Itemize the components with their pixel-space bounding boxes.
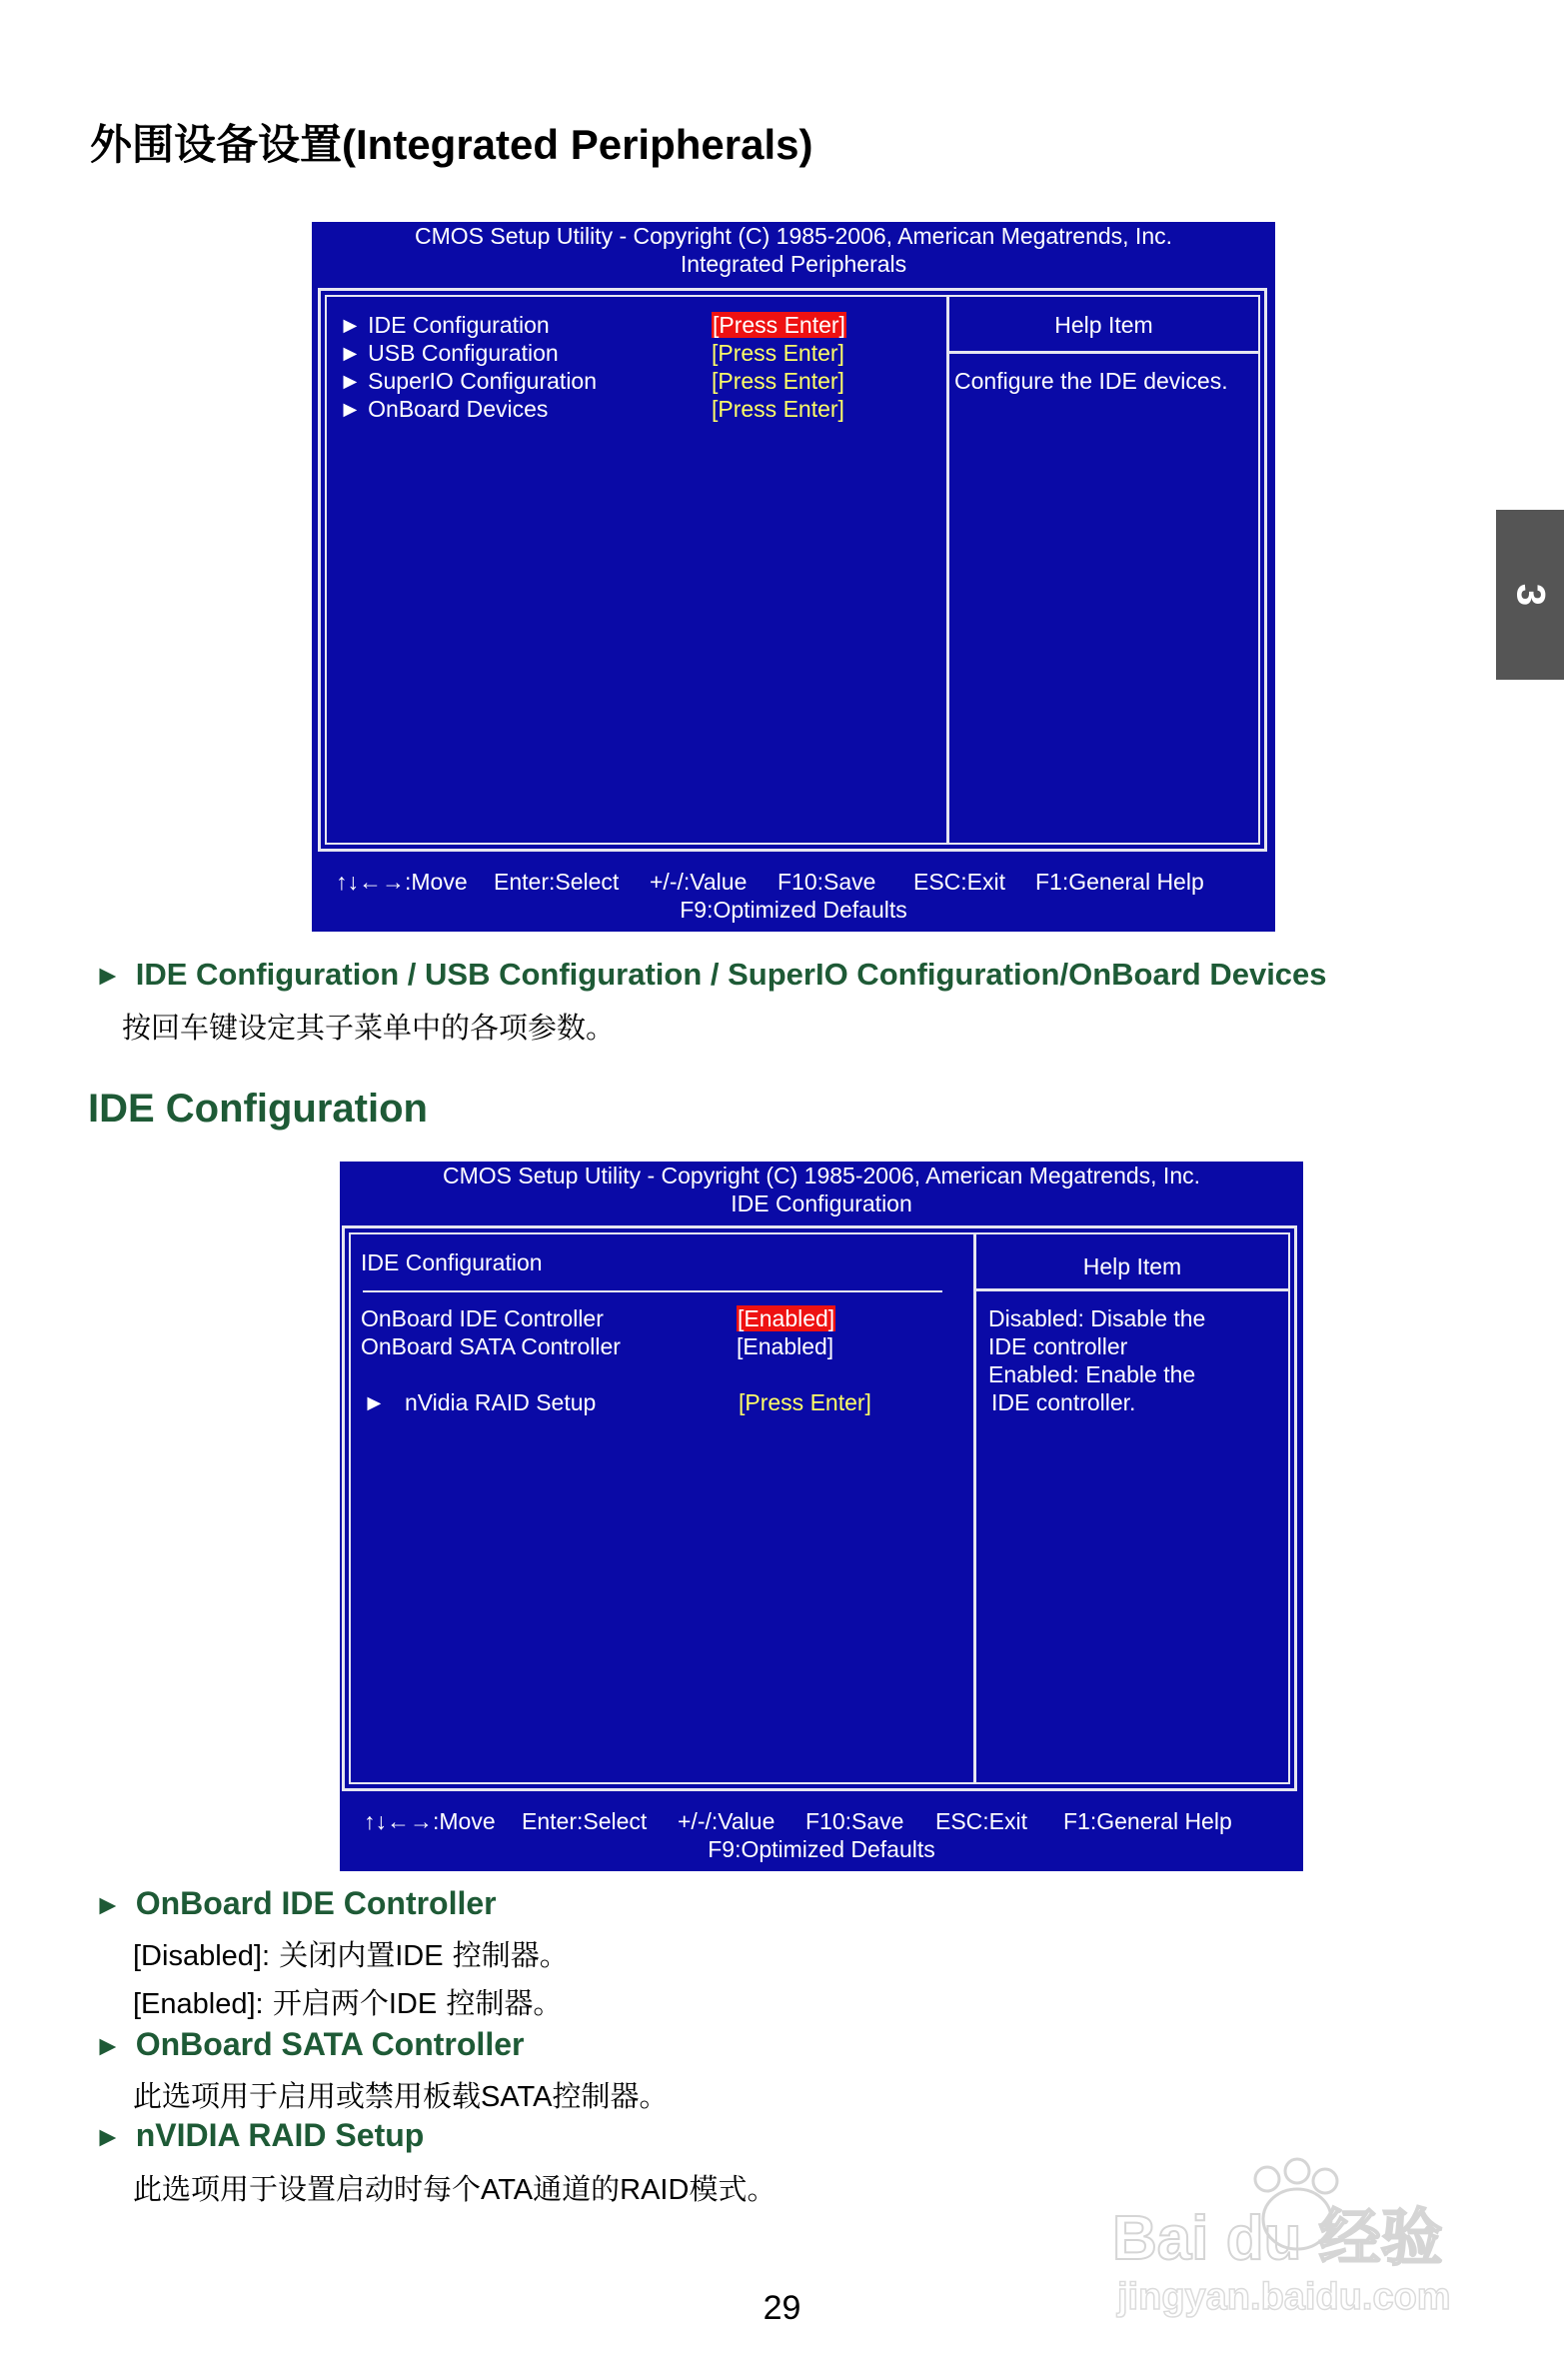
menu-item-label: USB Configuration bbox=[368, 340, 559, 366]
menu-item-onboard-ide-controller[interactable]: OnBoard IDE Controller bbox=[361, 1305, 604, 1331]
desc-text: 控制器。 bbox=[437, 1986, 563, 2020]
footer-save: F10:Save bbox=[805, 1808, 904, 1834]
bios-header-copyright: CMOS Setup Utility - Copyright (C) 1985-2006, American Megatrends, Inc. bbox=[442, 1163, 1201, 1189]
footer-select: Enter:Select bbox=[494, 869, 620, 895]
bios-inner-frame bbox=[325, 295, 1260, 845]
menu-value-onboard[interactable]: [Press Enter] bbox=[712, 396, 844, 422]
footer-select: Enter:Select bbox=[522, 1808, 648, 1834]
desc-text: 关闭内置 bbox=[270, 1938, 396, 1972]
help-title-divider bbox=[949, 351, 1258, 354]
option-title-text: nVIDIA RAID Setup bbox=[135, 2117, 425, 2153]
page-title bbox=[90, 112, 812, 172]
option-ide-enabled-desc bbox=[133, 1981, 562, 2022]
page-title-en: (Integrated Peripherals) bbox=[342, 121, 813, 168]
help-item-title: Help Item bbox=[1054, 312, 1153, 338]
footer-exit: ESC:Exit bbox=[935, 1808, 1028, 1834]
desc-text: IDE bbox=[395, 1940, 444, 1972]
bios-header-title: IDE Configuration bbox=[731, 1190, 912, 1216]
desc-text: 控制器。 bbox=[552, 2079, 669, 2113]
bios-header-copyright: CMOS Setup Utility - Copyright (C) 1985-2006, American Megatrends, Inc. bbox=[414, 223, 1173, 249]
footer-general-help: F1:General Help bbox=[1035, 869, 1204, 895]
desc-text: 控制器。 bbox=[443, 1938, 569, 1972]
help-title-divider bbox=[976, 1288, 1288, 1291]
option-tag: [Enabled]: bbox=[133, 1988, 264, 2020]
menu-item-onboard-sata-controller[interactable]: OnBoard SATA Controller bbox=[361, 1333, 621, 1359]
footer-move: ↑↓←→:Move bbox=[364, 1808, 496, 1834]
menu-value-raid-setup[interactable]: [Press Enter] bbox=[739, 1389, 871, 1415]
help-item-title: Help Item bbox=[1082, 1253, 1182, 1279]
option-tag: [Disabled]: bbox=[133, 1940, 271, 1972]
bullet-arrow-icon: ► bbox=[94, 2030, 122, 2061]
option-onboard-sata-title bbox=[94, 2026, 524, 2063]
footer-value: +/-/:Value bbox=[678, 1808, 776, 1834]
menu-value-ide[interactable] bbox=[712, 311, 846, 339]
menu-item-usb-configuration[interactable]: ► USB Configuration bbox=[339, 340, 559, 366]
desc-text: 此选项用于设置启动时每个 bbox=[133, 2172, 482, 2206]
section-ide-configuration-title: IDE Configuration bbox=[88, 1087, 428, 1131]
desc-text: IDE bbox=[388, 1988, 438, 2020]
desc-text: 此选项用于启用或禁用板载 bbox=[133, 2079, 482, 2113]
option-title-text: OnBoard SATA Controller bbox=[135, 2026, 525, 2062]
option-onboard-ide-title bbox=[94, 1885, 497, 1922]
selected-value[interactable]: [Press Enter] bbox=[713, 312, 845, 338]
menu-value-usb[interactable]: [Press Enter] bbox=[712, 340, 844, 366]
bios-panel-divider bbox=[973, 1234, 976, 1782]
section-title-text: IDE Configuration / USB Configuration / SuperIO Configuration/OnBoard Devices bbox=[135, 957, 1327, 992]
help-item-text: Configure the IDE devices. bbox=[954, 368, 1228, 394]
menu-value-sata-controller[interactable]: [Enabled] bbox=[737, 1333, 834, 1359]
selected-value[interactable]: [Enabled] bbox=[738, 1305, 835, 1331]
footer-exit: ESC:Exit bbox=[913, 869, 1006, 895]
menu-item-label: IDE Configuration bbox=[368, 312, 550, 338]
bios-screen-ide-configuration bbox=[340, 1162, 1303, 1871]
bios-screen-integrated-peripherals bbox=[312, 222, 1275, 932]
option-sata-desc bbox=[133, 2074, 668, 2115]
option-title-text: OnBoard IDE Controller bbox=[135, 1885, 497, 1921]
section-submenus-desc: 按回车键设定其子菜单中的各项参数。 bbox=[122, 1011, 616, 1045]
menu-value-superio[interactable]: [Press Enter] bbox=[712, 368, 844, 394]
footer-move: ↑↓←→:Move bbox=[336, 869, 468, 895]
option-nvidia-raid-title bbox=[94, 2117, 424, 2154]
menu-item-onboard-devices[interactable]: ► OnBoard Devices bbox=[339, 396, 549, 422]
desc-text: 通道的 bbox=[533, 2172, 621, 2206]
chapter-number: 3 bbox=[1508, 583, 1553, 607]
menu-item-label: OnBoard Devices bbox=[368, 396, 549, 422]
menu-value-ide-controller[interactable] bbox=[737, 1304, 835, 1332]
desc-text: 模式。 bbox=[689, 2172, 777, 2206]
svg-text:jingyan.baidu.com: jingyan.baidu.com bbox=[1117, 2276, 1451, 2318]
menu-item-nvidia-raid-setup[interactable]: ► nVidia RAID Setup bbox=[363, 1389, 597, 1415]
panel-title: IDE Configuration bbox=[361, 1249, 543, 1275]
bullet-arrow-icon: ► bbox=[94, 2121, 122, 2152]
desc-text: ATA bbox=[481, 2174, 534, 2206]
option-ide-disabled-desc bbox=[133, 1933, 569, 1974]
page-number: 29 bbox=[763, 2289, 801, 2327]
svg-text:Bai du 经验: Bai du 经验 bbox=[1112, 2204, 1443, 2273]
section-submenus-title bbox=[94, 957, 1327, 993]
bios-inner-frame bbox=[349, 1232, 1290, 1784]
help-line-2: IDE controller bbox=[988, 1333, 1128, 1359]
bios-main-frame bbox=[342, 1225, 1297, 1791]
footer-defaults: F9:Optimized Defaults bbox=[680, 897, 907, 923]
bios-panel-divider bbox=[946, 297, 949, 843]
menu-item-label: SuperIO Configuration bbox=[368, 368, 598, 394]
footer-value: +/-/:Value bbox=[650, 869, 748, 895]
bios-header-title: Integrated Peripherals bbox=[680, 251, 907, 277]
footer-defaults: F9:Optimized Defaults bbox=[708, 1836, 935, 1862]
help-line-4: IDE controller. bbox=[991, 1389, 1136, 1415]
menu-item-superio-configuration[interactable]: ► SuperIO Configuration bbox=[339, 368, 598, 394]
footer-general-help: F1:General Help bbox=[1063, 1808, 1232, 1834]
menu-item-ide-configuration[interactable]: ► IDE Configuration bbox=[339, 312, 550, 338]
bullet-arrow-icon: ► bbox=[94, 960, 122, 991]
bullet-arrow-icon: ► bbox=[94, 1889, 122, 1920]
desc-text: 开启两个 bbox=[263, 1986, 389, 2020]
panel-title-divider bbox=[363, 1290, 942, 1292]
baidu-watermark-logo bbox=[1107, 2149, 1477, 2319]
desc-text: RAID bbox=[620, 2174, 690, 2206]
page-title-cn: 外围设备设置 bbox=[90, 120, 343, 169]
help-line-3: Enabled: Enable the bbox=[988, 1361, 1196, 1387]
help-line-1: Disabled: Disable the bbox=[988, 1305, 1206, 1331]
option-raid-desc bbox=[133, 2167, 776, 2208]
desc-text: SATA bbox=[481, 2081, 553, 2113]
menu-item-label: nVidia RAID Setup bbox=[404, 1389, 597, 1415]
bios-main-frame bbox=[318, 288, 1267, 852]
chapter-tab bbox=[1496, 510, 1564, 680]
footer-save: F10:Save bbox=[778, 869, 876, 895]
